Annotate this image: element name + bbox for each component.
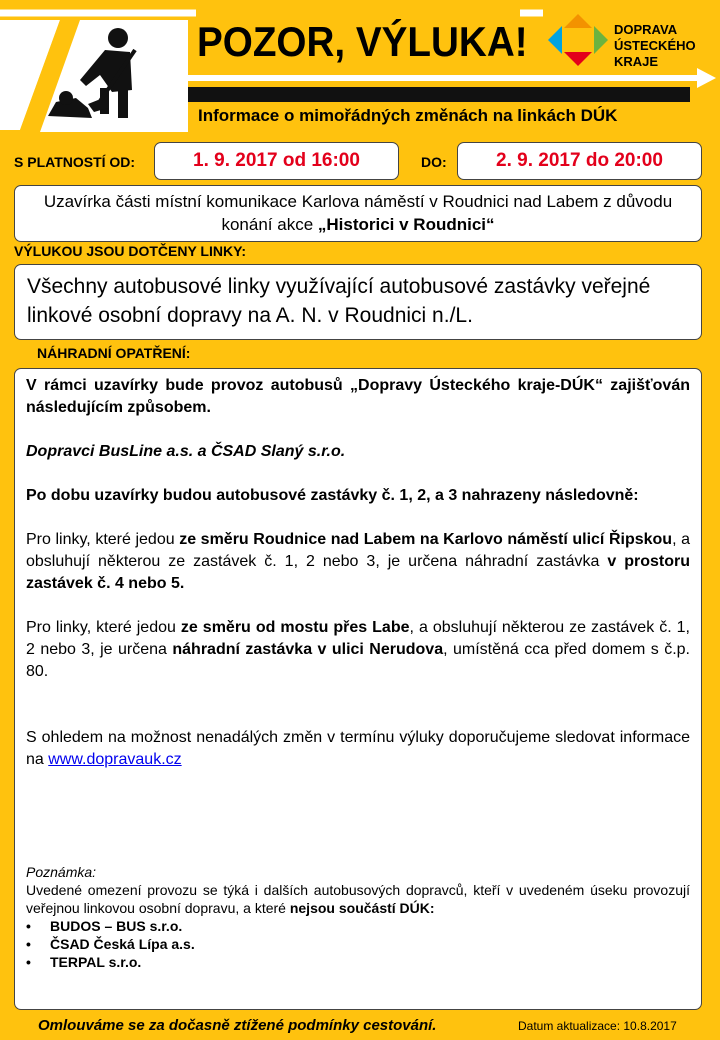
affected-lines-label: VÝLUKOU JSOU DOTČENY LINKY: <box>14 243 247 259</box>
closure-box <box>14 185 702 242</box>
valid-from-value: 1. 9. 2017 od 16:00 <box>154 142 399 180</box>
note-text: Uvedené omezení provozu se týká i dalších autobusových dopravců, kteří v uvedeném úseku provozují veřejnou linkovou osobní dopravu, a které nejsou součástí DÚK: <box>26 882 690 916</box>
measures-label: NÁHRADNÍ OPATŘENÍ: <box>37 345 191 361</box>
measures-box <box>14 368 702 1010</box>
affected-lines-box <box>14 264 702 340</box>
paragraph-direction-bridge: Pro linky, které jedou ze směru od mostu přes Labe, a obsluhují některou ze zastávek č. 1, 2 nebo 3, je určena náhradní zastávka v ulici Nerudova, umístěná cca před domem s č.p. 80. <box>26 619 691 680</box>
note-section <box>26 863 690 971</box>
footer-apology: Omlouváme se za dočasně ztížené podmínky cestování. <box>38 1017 437 1034</box>
replacement-heading: Po dobu uzavírky budou autobusové zastávky č. 1, 2, a 3 nahrazeny následovně: <box>26 487 639 504</box>
valid-to-value: 2. 9. 2017 do 20:00 <box>457 142 702 180</box>
measures-intro: V rámci uzavírky bude provoz autobusů „Dopravy Ústeckého kraje-DÚK“ zajišťován následujícím způsobem. <box>26 377 690 416</box>
logo-text: DOPRAVA ÚSTECKÉHO KRAJE <box>614 22 696 69</box>
footer-updated: Datum aktualizace: 10.8.2017 <box>518 1019 677 1033</box>
list-item: • ČSAD Česká Lípa a.s. <box>26 936 195 952</box>
valid-from-label: S PLATNOSTÍ OD: <box>14 154 136 170</box>
note-label: Poznámka: <box>26 864 97 880</box>
carriers-text: Dopravci BusLine a.s. a ČSAD Slaný s.r.o. <box>26 443 346 460</box>
page-subtitle: Informace o mimořádných změnách na linkách DÚK <box>198 106 618 125</box>
affected-lines-text: Všechny autobusové linky využívající autobusové zastávky veřejné linkové osobní dopravy na A. N. v Roudnici n./L. <box>27 275 651 327</box>
duk-logo-icon <box>548 14 608 66</box>
valid-to-label: DO: <box>421 154 447 170</box>
list-item: • TERPAL s.r.o. <box>26 954 142 970</box>
advice-text: S ohledem na možnost nenadálých změn v termínu výluky doporučujeme sledovat informace na www.dopravauk.cz <box>26 729 690 768</box>
page-title: POZOR, VÝLUKA! <box>197 18 528 65</box>
note-carrier-list <box>26 917 690 971</box>
roadworks-icon <box>0 20 188 132</box>
closure-event: „Historici v Roudnici“ <box>317 215 495 234</box>
list-item: • BUDOS – BUS s.r.o. <box>26 918 183 934</box>
paragraph-direction-roudnice: Pro linky, které jedou ze směru Roudnice nad Labem na Karlovo náměstí ulicí Řipskou, a obsluhují některou ze zastávek č. 1, 2 nebo 3, je určena náhradní zastávka v prostoru zastávek č. 4 nebo 5. <box>26 531 690 592</box>
closure-text: Uzavírka části místní komunikace Karlova náměstí v Roudnici nad Labem z důvodu konání akce <box>43 192 673 234</box>
dopravauk-link[interactable]: www.dopravauk.cz <box>48 751 182 768</box>
